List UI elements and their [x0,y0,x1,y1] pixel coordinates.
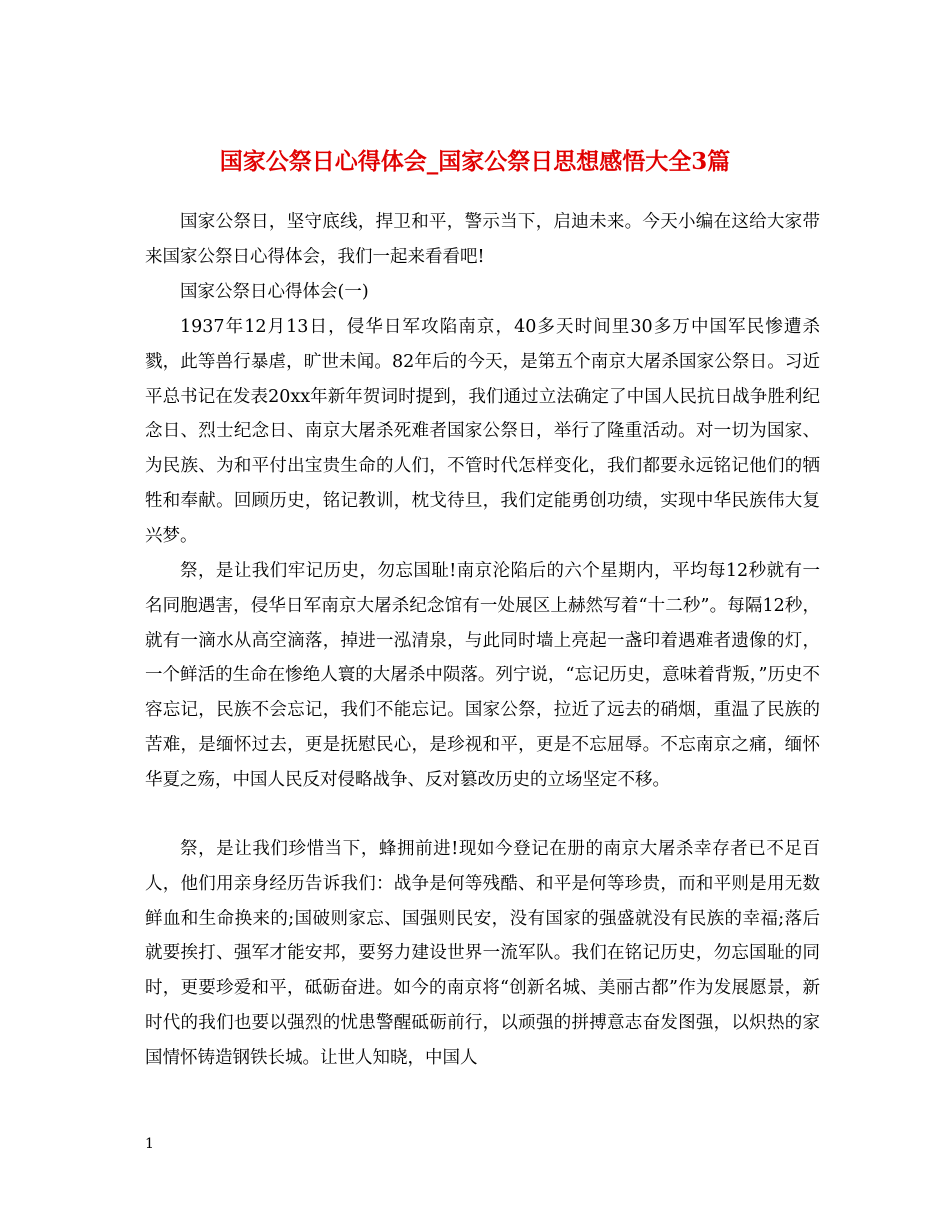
body-paragraph: 1937年12月13日，侵华日军攻陷南京，40多天时间里30多万中国军民惨遭杀戮，此等兽行暴虐，旷世未闻。82年后的今天，是第五个南京大屠杀国家公祭日。习近平总书记在发表20xx年新年贺词时提到，我们通过立法确定了中国人民抗日战争胜利纪念日、烈士纪念日、南京大屠杀死难者国家公祭日，举行了隆重活动。对一切为国家、为民族、为和平付出宝贵生命的人们，不管时代怎样变化，我们都要永远铭记他们的牺牲和奉献。回顾历史，铭记教训，枕戈待旦，我们定能勇创功绩，实现中华民族伟大复兴梦。 [145,317,820,546]
page-number: 1 [145,1136,154,1152]
intro-paragraph: 国家公祭日，坚守底线，捍卫和平，警示当下，启迪未来。今天小编在这给大家带来国家公祭日心得体会，我们一起来看看吧! [145,212,820,267]
section-heading: 国家公祭日心得体会(一) [180,282,369,302]
body-paragraph: 祭，是让我们珍惜当下，蜂拥前进!现如今登记在册的南京大屠杀幸存者已不足百人，他们用亲身经历告诉我们：战争是何等残酷、和平是何等珍贵，而和平则是用无数鲜血和生命换来的;国破则家忘、国强则民安，没有国家的强盛就没有民族的幸福;落后就要挨打、强军才能安邦，要努力建设世界一流军队。我们在铭记历史，勿忘国耻的同时，更要珍爱和平，砥砺奋进。如今的南京将“创新名城、美丽古都”作为发展愿景，新时代的我们也要以强烈的忧患警醒砥砺前行，以顽强的拼搏意志奋发图强，以炽热的家国情怀铸造钢铁长城。让世人知晓，中国人 [145,839,820,1068]
page-title: 国家公祭日心得体会_国家公祭日思想感悟大全3篇 [219,148,731,176]
body-paragraph: 祭，是让我们牢记历史，勿忘国耻!南京沦陷后的六个星期内，平均每12秒就有一名同胞遇害，侵华日军南京大屠杀纪念馆有一处展区上赫然写着“十二秒”。每隔12秒，就有一滴水从高空滴落，掉进一泓清泉，与此同时墙上亮起一盏印着遇难者遗像的灯，一个鲜活的生命在惨绝人寰的大屠杀中陨落。列宁说，“忘记历史，意味着背叛，”历史不容忘记，民族不会忘记，我们不能忘记。国家公祭，拉近了远去的硝烟，重温了民族的苦难，是缅怀过去，更是抚慰民心，是珍视和平，更是不忘屈辱。不忘南京之痛，缅怀华夏之殇，中国人民反对侵略战争、反对篡改历史的立场坚定不移。 [145,561,820,790]
